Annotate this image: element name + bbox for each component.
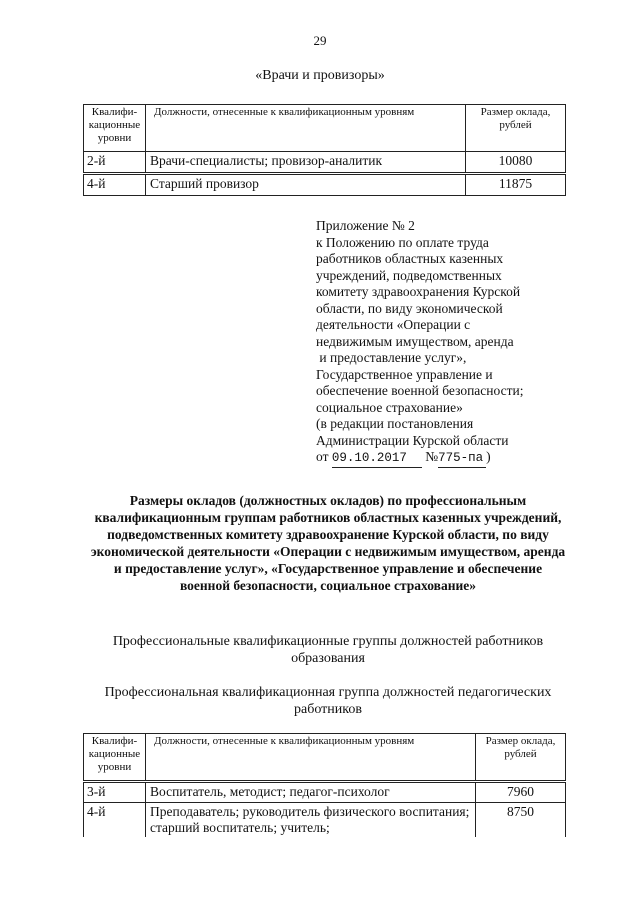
appendix-line: работников областных казенных xyxy=(316,251,504,266)
appendix-line: и предоставление услуг», xyxy=(316,350,467,365)
appendix-line: деятельности «Операции с xyxy=(316,317,471,332)
appendix-line: обеспечение военной безопасности; xyxy=(316,383,524,398)
appendix-line: области, по виду экономической xyxy=(316,300,503,316)
table-row xyxy=(84,174,566,196)
header-levels: Квалифи-кационные уровни xyxy=(84,105,146,152)
table-row xyxy=(84,803,566,838)
positions-cell: Старший провизор xyxy=(146,174,466,196)
level-cell: 3-й xyxy=(84,782,146,803)
decree-date: 09.10.2017 xyxy=(332,450,422,468)
date-prefix: от xyxy=(316,449,329,464)
salary-cell: 10080 xyxy=(466,152,566,174)
appendix-line: Государственное управление и xyxy=(316,366,493,382)
appendix-line: комитету здравоохранения Курской xyxy=(316,284,521,299)
appendix-line: учреждений, подведомственных xyxy=(316,267,502,283)
salary-cell: 11875 xyxy=(466,174,566,196)
appendix-line: недвижимым имуществом, аренда xyxy=(316,333,514,349)
table-header-row xyxy=(84,105,566,152)
appendix-date-line xyxy=(316,449,576,468)
page-number: 29 xyxy=(313,33,327,48)
main-title: Размеры окладов (должностных окладов) по профессиональным квалификационным группам работников областных казенных учреждений, подведомственных комитету здравоохранение Курской области, по виду экономической деятельности «Операции с недвижимым имуществом, аренда и предоставление услуг», «Государственное управление и обеспечение военной безопасности, социальное страхование» xyxy=(90,493,566,593)
header-positions: Должности, отнесенные к квалификационным уровням xyxy=(146,734,476,782)
appendix-line: Приложение № 2 xyxy=(316,218,415,233)
closing-paren: ) xyxy=(486,449,491,464)
header-positions: Должности, отнесенные к квалификационным уровням xyxy=(146,105,466,152)
positions-cell: Воспитатель, методист; педагог-психолог xyxy=(146,782,476,803)
salary-cell: 8750 xyxy=(476,803,566,838)
salary-table-doctors xyxy=(83,104,566,196)
positions-cell: Преподаватель; руководитель физического воспитания; старший воспитатель; учитель; xyxy=(146,803,476,838)
subtitle-education-groups: Профессиональные квалификационные группы должностей работников образования xyxy=(112,634,544,666)
number-prefix: № xyxy=(425,449,439,464)
appendix-line: к Положению по оплате труда xyxy=(316,234,489,250)
table-row xyxy=(84,782,566,803)
table-header-row xyxy=(84,734,566,782)
header-salary: Размер оклада, рублей xyxy=(466,105,566,152)
header-salary: Размер оклада, рублей xyxy=(476,734,566,782)
section-title: «Врачи и провизоры» xyxy=(255,68,385,83)
appendix-line: Администрации Курской области xyxy=(316,432,509,448)
appendix-line: (в редакции постановления xyxy=(316,416,474,431)
subtitle-pedagogical-group: Профессиональная квалификационная группа должностей педагогических работников xyxy=(104,685,552,717)
level-cell: 2-й xyxy=(84,152,146,174)
header-levels: Квалифи-кационные уровни xyxy=(84,734,146,782)
decree-number: 775-па xyxy=(438,450,486,468)
salary-table-pedagogical xyxy=(83,733,566,837)
positions-cell: Врачи-специалисты; провизор-аналитик xyxy=(146,152,466,174)
salary-cell: 7960 xyxy=(476,782,566,803)
appendix-note xyxy=(316,218,576,468)
level-cell: 4-й xyxy=(84,803,146,838)
appendix-line: социальное страхование» xyxy=(316,399,463,415)
table-row xyxy=(84,152,566,174)
level-cell: 4-й xyxy=(84,174,146,196)
